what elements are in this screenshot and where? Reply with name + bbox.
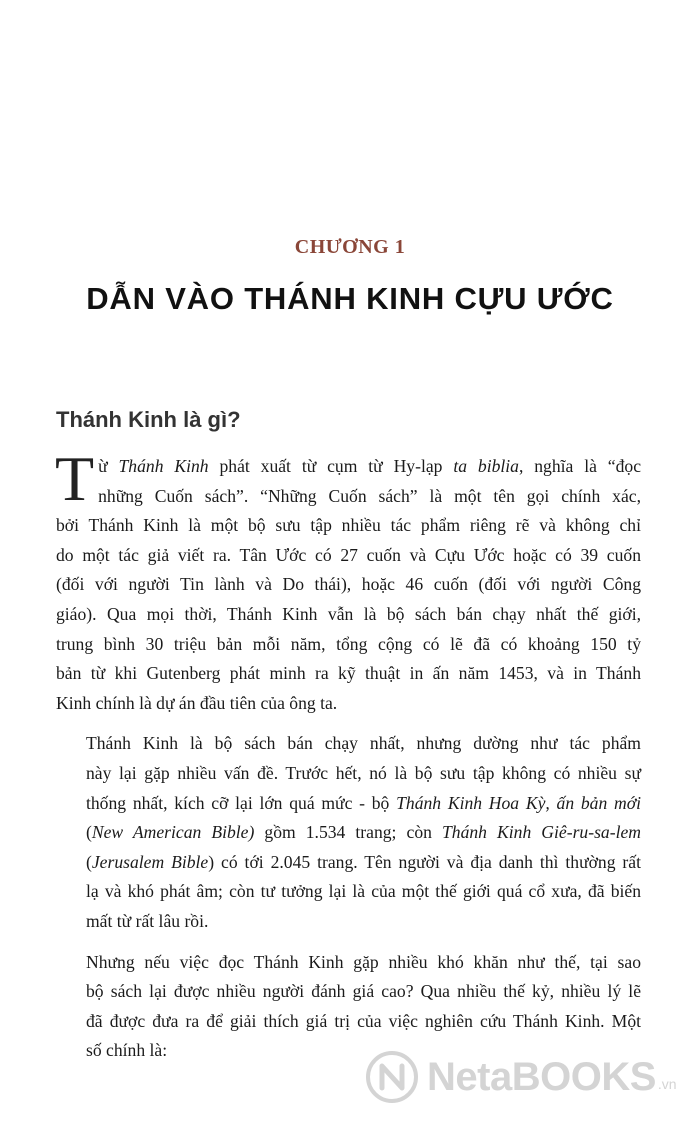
text-line: [56, 789, 641, 819]
body-text: [55, 443, 642, 1066]
text-span: gồm 1.534 trang; còn: [254, 822, 442, 843]
watermark-brand: NetaBOOKS: [427, 1054, 656, 1099]
text-line: [56, 818, 641, 848]
text-span: thống nhất, kích cỡ lại lớn quá mức - bộ: [86, 792, 397, 813]
chapter-title: DẪN VÀO THÁNH KINH CỰU ƯỚC: [86, 281, 614, 316]
italic-term: Jerusalem Bible: [91, 851, 209, 872]
text-line: mất từ rất lâu rồi.: [86, 910, 209, 931]
italic-term: Thánh Kinh Giê-ru-sa-lem: [441, 822, 641, 843]
text-line: Thánh Kinh là bộ sách bán chạy nhất, nhưng dường như tác phẩm: [86, 733, 641, 754]
text-span: ừ: [98, 456, 119, 476]
text-line: những Cuốn sách”. “Những Cuốn sách” là một tên gọi chính xác,: [98, 485, 641, 506]
italic-term: Thánh Kinh Hoa Kỳ, ấn bản mới: [396, 792, 641, 813]
text-line: do một tác giả viết ra. Tân Ước có 27 cuốn và Cựu Ước hoặc có 39 cuốn: [56, 544, 641, 565]
text-span: (: [86, 822, 92, 843]
text-line: này lại gặp nhiều vấn đề. Trước hết, nó là bộ sưu tập không có nhiều sự: [86, 762, 641, 783]
netabooks-watermark: [365, 1045, 695, 1109]
text-line: bởi Thánh Kinh là một bộ sưu tập nhiều tác phẩm riêng rẽ và không chỉ: [56, 515, 641, 536]
italic-term: Thánh Kinh: [118, 456, 209, 476]
text-line: trung bình 30 triệu bản mỗi năm, tổng cộng có lẽ đã có khoảng 150 tỷ: [56, 633, 641, 654]
section-heading: Thánh Kinh là gì?: [56, 407, 241, 432]
text-line: số chính là:: [86, 1040, 168, 1061]
text-span: phát xuất từ cụm từ Hy-lạp: [208, 456, 454, 476]
text-line: giáo). Qua mọi thời, Thánh Kinh vẫn là bộ sách bán chạy nhất thế giới,: [56, 603, 641, 624]
text-line: đã được đưa ra để giải thích giá trị của việc nghiên cứu Thánh Kinh. Một: [86, 1010, 641, 1031]
watermark-suffix: .vn: [657, 1076, 677, 1092]
text-line: bộ sách lại được nhiều người đánh giá cao? Qua nhiều thế kỷ, nhiều lý lẽ: [86, 981, 641, 1002]
drop-cap: T: [55, 443, 95, 514]
text-line: Kinh chính là dự án đầu tiên của ông ta.: [56, 692, 338, 713]
italic-term: New American Bible): [91, 822, 255, 843]
text-span: (: [86, 851, 92, 872]
italic-term: ta biblia: [453, 456, 519, 476]
text-line: (đối với người Tin lành và Do thái), hoặc 46 cuốn (đối với người Công: [56, 574, 641, 595]
text-line: [56, 452, 641, 482]
text-line: bản từ khi Gutenberg phát minh ra kỹ thuật in ấn năm 1453, và in Thánh: [56, 663, 641, 684]
text-line: lạ và khó phát âm; còn tư tưởng lại là của một thế giới quá cổ xưa, đã biến: [86, 881, 641, 902]
text-span: , nghĩa là “đọc: [518, 456, 642, 476]
text-line: [56, 848, 641, 878]
text-line: Nhưng nếu việc đọc Thánh Kinh gặp nhiều khó khăn như thế, tại sao: [86, 951, 641, 972]
chapter-label: CHƯƠNG 1: [294, 236, 406, 258]
netabooks-logo-icon: [365, 1050, 419, 1104]
text-span: ) có tới 2.045 trang. Tên người và địa danh thì thường rất: [208, 851, 641, 872]
paragraph-1: [55, 443, 642, 718]
paragraph-2: [56, 729, 641, 936]
